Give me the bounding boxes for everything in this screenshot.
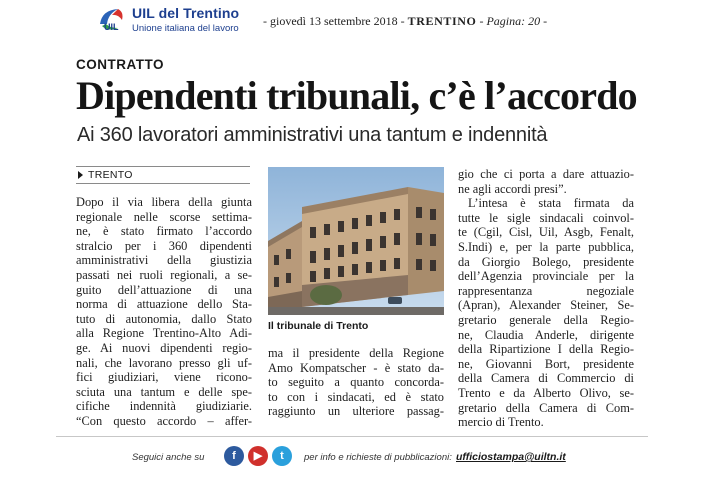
text-line: dell’Agenzia provinciale per la [458,269,634,284]
org-name: UIL del Trentino [132,5,240,21]
text-line: passati nei ruoli regionali, a se- [76,267,252,282]
text-line: norma di attuazione dello Sta- [76,297,252,312]
photo-caption: Il tribunale di Trento [268,320,369,332]
text-line: to con i sindacati, ed è stato [268,389,444,404]
text-line: “Con questo accordo – affer- [76,413,252,428]
text-line: cifiche indennità giudiziarie. [76,399,252,414]
text-line: tuto di autonomia, dallo Stato [76,311,252,326]
info-label: per info e richieste di pubblicazioni: [304,452,452,463]
text-line: Amo Kompatscher - è stato da- [268,360,444,375]
text-line: gio che ci porta a dare attuazio- [458,167,634,181]
building-image [268,167,444,315]
tribunal-photo [268,167,444,315]
text-line: gretario generale della Regio- [458,312,634,327]
youtube-icon[interactable]: ▶ [248,446,268,466]
text-line: S.Indi) e, per la parte pubblica, [458,239,634,254]
article-column-2 [268,346,444,419]
uil-logo-icon [96,6,126,34]
text-line: stralcio per i 360 dipendenti [76,238,252,253]
text-line: Dopo il via libera della giunta [76,195,252,209]
text-line: te (Cgil, Cisl, Uil, Asgb, Fenalt, [458,225,634,240]
text-line: gretario della Camera di Com- [458,400,634,415]
text-line: ne, è stato firmato l’accordo [76,224,252,239]
text-line: L’intesa è stata firmata da [468,196,634,211]
org-subtitle: Unione italiana del lavoro [132,23,239,34]
text-line: Trento e da Alberto Olivo, se- [458,385,634,400]
text-line: ne agli accordi presi”. [458,181,567,196]
text-line: nali, che lavorano presso gli uf- [76,355,252,370]
twitter-icon[interactable]: t [272,446,292,466]
text-line: sciuta una tantum e delle spe- [76,384,252,399]
text-line: fici giudiziari, viene ricono- [76,370,252,385]
text-line: raggiunto un ulteriore passag- [268,404,444,419]
article-kicker: CONTRATTO [76,57,164,72]
dateline [76,166,250,184]
text-line: alla Regione Trentino-Alto Adi- [76,326,252,341]
text-line: to seguito a quanto concorda- [268,375,444,390]
article-column-1 [76,195,252,429]
text-line: della Camera di Commercio di [458,371,634,386]
svg-text:UIL: UIL [104,22,119,32]
masthead [0,0,705,44]
text-line: regionale nelle scorse settima- [76,209,252,224]
text-line: ne, Claudia Anderle, dirigente [458,327,634,342]
follow-us-label: Seguici anche su [132,452,205,463]
article-subhead: Ai 360 lavoratori amministrativi una tantum e indennità [77,124,548,146]
issue-line [263,14,547,29]
dateline-arrow-icon [78,171,83,179]
dateline-city: TRENTO [88,169,133,181]
article-column-3 [458,167,634,430]
issue-date: - giovedì 13 settembre 2018 - [263,14,405,28]
text-line: mercio di Trento. [458,415,544,430]
footer-divider [56,436,648,437]
article-headline: Dipendenti tribunali, c’è l’accordo [76,73,637,118]
text-line: della Ripartizione I della Regio- [458,342,634,357]
text-line: rappresentanza negoziale [458,283,634,298]
text-line: ge. Ai nuovi dipendenti regio- [76,340,252,355]
page-number: - Pagina: 20 - [479,14,548,28]
text-line: amministrativi della giustizia [76,253,252,268]
text-line: ne, Giovanni Bort, presidente [458,356,634,371]
newspaper-name: TRENTINO [407,14,477,28]
press-office-email-link[interactable]: ufficiostampa@uiltn.it [456,451,566,463]
text-line: guito dell’attuazione di una [76,282,252,297]
text-line: da Giorgio Bolego, presidente [458,254,634,269]
text-line: ma il presidente della Regione [268,346,444,360]
facebook-icon[interactable]: f [224,446,244,466]
text-line: (Apran), Alexander Steiner, Se- [458,298,634,313]
text-line: tutte le sigle sindacali coinvol- [458,210,634,225]
